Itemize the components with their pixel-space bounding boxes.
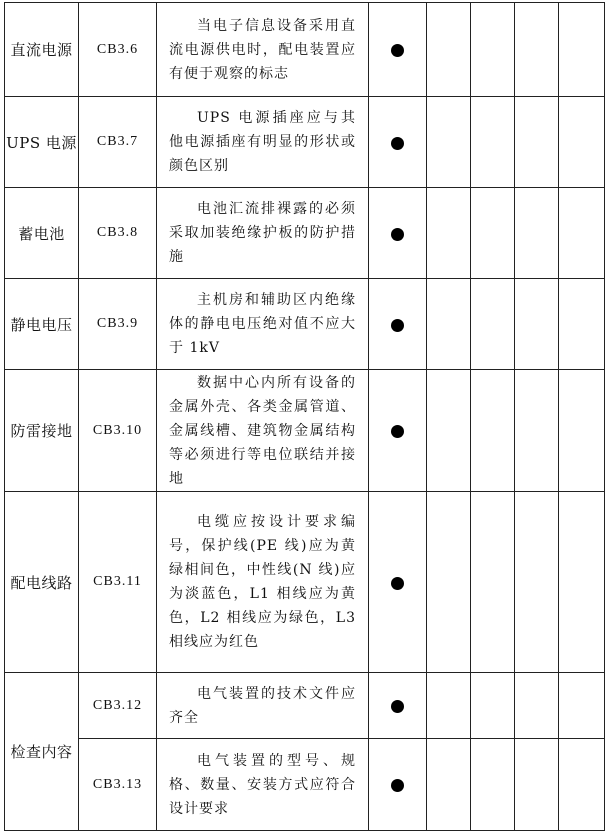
empty-cell xyxy=(559,673,605,739)
filled-circle-icon xyxy=(391,779,404,792)
filled-circle-icon xyxy=(391,137,404,150)
empty-cell xyxy=(515,279,559,370)
empty-cell xyxy=(427,97,471,188)
empty-cell xyxy=(515,492,559,673)
table-row xyxy=(5,188,605,279)
category-cell: 防雷接地 xyxy=(5,370,79,492)
empty-cell xyxy=(471,673,515,739)
code-cell: CB3.8 xyxy=(79,188,157,279)
table-row xyxy=(5,492,605,673)
empty-cell xyxy=(427,279,471,370)
empty-cell xyxy=(559,3,605,97)
table-row xyxy=(5,370,605,492)
empty-cell xyxy=(471,279,515,370)
code-cell: CB3.12 xyxy=(79,673,157,739)
code-cell: CB3.7 xyxy=(79,97,157,188)
empty-cell xyxy=(471,739,515,831)
table-row xyxy=(5,673,605,739)
filled-circle-icon xyxy=(391,425,404,438)
code-cell: CB3.6 xyxy=(79,3,157,97)
category-cell: 直流电源 xyxy=(5,3,79,97)
code-cell: CB3.10 xyxy=(79,370,157,492)
empty-cell xyxy=(559,492,605,673)
empty-cell xyxy=(471,3,515,97)
table-row xyxy=(5,97,605,188)
empty-cell xyxy=(427,370,471,492)
empty-cell xyxy=(559,739,605,831)
empty-cell xyxy=(427,673,471,739)
empty-cell xyxy=(427,3,471,97)
empty-cell xyxy=(559,97,605,188)
code-cell: CB3.11 xyxy=(79,492,157,673)
spec-table-page xyxy=(4,2,604,831)
table-row xyxy=(5,279,605,370)
empty-cell xyxy=(515,3,559,97)
empty-cell xyxy=(471,492,515,673)
requirement-text: 电池汇流排裸露的必须采取加装绝缘护板的防护措施 xyxy=(169,201,356,265)
filled-circle-icon xyxy=(391,44,404,57)
requirement-text: 电缆应按设计要求编号，保护线(PE 线)应为黄绿相间色，中性线(N 线)应为淡蓝色，L1 相线应为黄色，L2 相线应为绿色，L3 相线应为红色 xyxy=(169,514,356,650)
requirement-text: 电气装置的技术文件应齐全 xyxy=(169,685,356,726)
empty-cell xyxy=(559,279,605,370)
empty-cell xyxy=(471,188,515,279)
empty-cell xyxy=(515,188,559,279)
filled-circle-icon xyxy=(391,319,404,332)
category-cell: 蓄电池 xyxy=(5,188,79,279)
category-cell: 配电线路 xyxy=(5,492,79,673)
requirement-text: UPS 电源插座应与其他电源插座有明显的形状或颜色区别 xyxy=(169,110,356,174)
requirement-text: 主机房和辅助区内绝缘体的静电电压绝对值不应大于 1kV xyxy=(169,292,356,356)
code-cell: CB3.9 xyxy=(79,279,157,370)
empty-cell xyxy=(559,188,605,279)
category-cell: UPS 电源 xyxy=(5,97,79,188)
empty-cell xyxy=(427,739,471,831)
table-row xyxy=(5,739,605,831)
table-row xyxy=(5,3,605,97)
requirement-text: 数据中心内所有设备的金属外壳、各类金属管道、金属线槽、建筑物金属结构等必须进行等电位联结并接地 xyxy=(169,374,356,487)
empty-cell xyxy=(515,739,559,831)
requirement-text: 当电子信息设备采用直流电源供电时，配电装置应有便于观察的标志 xyxy=(169,17,356,82)
code-cell: CB3.13 xyxy=(79,739,157,831)
empty-cell xyxy=(515,673,559,739)
empty-cell xyxy=(515,370,559,492)
empty-cell xyxy=(427,188,471,279)
filled-circle-icon xyxy=(391,577,404,590)
inspection-table xyxy=(4,2,605,831)
filled-circle-icon xyxy=(391,700,404,713)
filled-circle-icon xyxy=(391,228,404,241)
category-cell: 检查内容 xyxy=(5,673,79,831)
empty-cell xyxy=(471,370,515,492)
empty-cell xyxy=(427,492,471,673)
requirement-text: 电气装置的型号、规格、数量、安装方式应符合设计要求 xyxy=(169,752,356,817)
empty-cell xyxy=(515,97,559,188)
empty-cell xyxy=(471,97,515,188)
category-cell: 静电电压 xyxy=(5,279,79,370)
empty-cell xyxy=(559,370,605,492)
